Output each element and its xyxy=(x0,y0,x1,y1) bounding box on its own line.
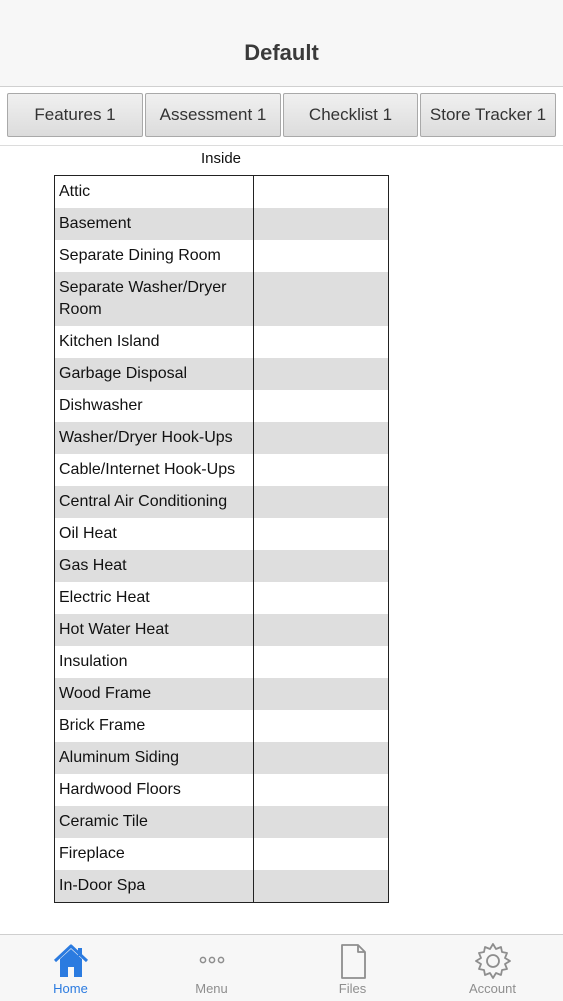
table-row[interactable] xyxy=(55,486,388,518)
table-row[interactable] xyxy=(55,678,388,710)
row-value-cell[interactable] xyxy=(254,486,388,518)
tabbar-label-account: Account xyxy=(469,981,516,996)
row-value-cell[interactable] xyxy=(254,240,388,272)
row-value-cell[interactable] xyxy=(254,742,388,774)
tabbar-item-menu[interactable] xyxy=(141,935,282,1001)
row-value-cell[interactable] xyxy=(254,710,388,742)
tab-assessment[interactable]: Assessment 1 xyxy=(145,93,281,137)
row-label: Cable/Internet Hook-Ups xyxy=(55,454,254,486)
row-value-cell[interactable] xyxy=(254,390,388,422)
tabbar-item-account[interactable] xyxy=(422,935,563,1001)
row-label: Gas Heat xyxy=(55,550,254,582)
row-value-cell[interactable] xyxy=(254,870,388,902)
row-label: Brick Frame xyxy=(55,710,254,742)
home-icon xyxy=(51,941,91,981)
row-label: Separate Dining Room xyxy=(55,240,254,272)
tab-store-tracker[interactable]: Store Tracker 1 xyxy=(420,93,556,137)
table-row[interactable] xyxy=(55,742,388,774)
table-row[interactable] xyxy=(55,326,388,358)
row-label: Aluminum Siding xyxy=(55,742,254,774)
tabbar-label-files: Files xyxy=(338,981,367,996)
row-label: Garbage Disposal xyxy=(55,358,254,390)
nav-header xyxy=(0,0,563,87)
table-row[interactable] xyxy=(55,774,388,806)
tab-checklist[interactable]: Checklist 1 xyxy=(283,93,418,137)
row-label: Hot Water Heat xyxy=(55,614,254,646)
table-row[interactable] xyxy=(55,518,388,550)
row-label: Basement xyxy=(55,208,254,240)
gear-icon xyxy=(473,941,513,981)
feature-table xyxy=(54,175,389,903)
row-value-cell[interactable] xyxy=(254,454,388,486)
bottom-tab-bar xyxy=(0,934,563,1001)
row-value-cell[interactable] xyxy=(254,646,388,678)
tabbar-label-home: Home xyxy=(53,981,88,996)
table-row[interactable] xyxy=(55,870,388,902)
row-label: Attic xyxy=(55,176,254,208)
segment-tabs xyxy=(0,87,563,146)
row-value-cell[interactable] xyxy=(254,582,388,614)
row-value-cell[interactable] xyxy=(254,208,388,240)
table-row[interactable] xyxy=(55,272,388,326)
row-value-cell[interactable] xyxy=(254,550,388,582)
table-row[interactable] xyxy=(55,240,388,272)
section-label: Inside xyxy=(200,150,242,167)
table-row[interactable] xyxy=(55,358,388,390)
row-value-cell[interactable] xyxy=(254,806,388,838)
row-label: Insulation xyxy=(55,646,254,678)
row-value-cell[interactable] xyxy=(254,518,388,550)
table-row[interactable] xyxy=(55,710,388,742)
table-row[interactable] xyxy=(55,646,388,678)
row-label: Central Air Conditioning xyxy=(55,486,254,518)
tabbar-item-files[interactable] xyxy=(282,935,423,1001)
tabbar-label-menu: Menu xyxy=(195,981,228,996)
row-label: Electric Heat xyxy=(55,582,254,614)
table-row[interactable] xyxy=(55,838,388,870)
row-value-cell[interactable] xyxy=(254,422,388,454)
table-row[interactable] xyxy=(55,806,388,838)
table-row[interactable] xyxy=(55,390,388,422)
row-label: Oil Heat xyxy=(55,518,254,550)
row-label: Separate Washer/Dryer Room xyxy=(55,272,254,326)
row-value-cell[interactable] xyxy=(254,358,388,390)
row-value-cell[interactable] xyxy=(254,774,388,806)
more-icon xyxy=(192,941,232,981)
row-label: Fireplace xyxy=(55,838,254,870)
table-row[interactable] xyxy=(55,582,388,614)
table-row[interactable] xyxy=(55,176,388,208)
row-label: Kitchen Island xyxy=(55,326,254,358)
row-value-cell[interactable] xyxy=(254,326,388,358)
row-value-cell[interactable] xyxy=(254,838,388,870)
row-value-cell[interactable] xyxy=(254,272,388,326)
tabbar-item-home[interactable] xyxy=(0,935,141,1001)
table-row[interactable] xyxy=(55,208,388,240)
row-value-cell[interactable] xyxy=(254,176,388,208)
file-icon xyxy=(333,941,373,981)
row-label: In-Door Spa xyxy=(55,870,254,902)
tab-features[interactable]: Features 1 xyxy=(7,93,143,137)
table-row[interactable] xyxy=(55,422,388,454)
row-label: Dishwasher xyxy=(55,390,254,422)
row-label: Ceramic Tile xyxy=(55,806,254,838)
row-value-cell[interactable] xyxy=(254,678,388,710)
page-title: Default xyxy=(244,40,319,65)
table-row[interactable] xyxy=(55,454,388,486)
row-label: Hardwood Floors xyxy=(55,774,254,806)
row-label: Wood Frame xyxy=(55,678,254,710)
table-row[interactable] xyxy=(55,550,388,582)
row-value-cell[interactable] xyxy=(254,614,388,646)
row-label: Washer/Dryer Hook-Ups xyxy=(55,422,254,454)
table-row[interactable] xyxy=(55,614,388,646)
